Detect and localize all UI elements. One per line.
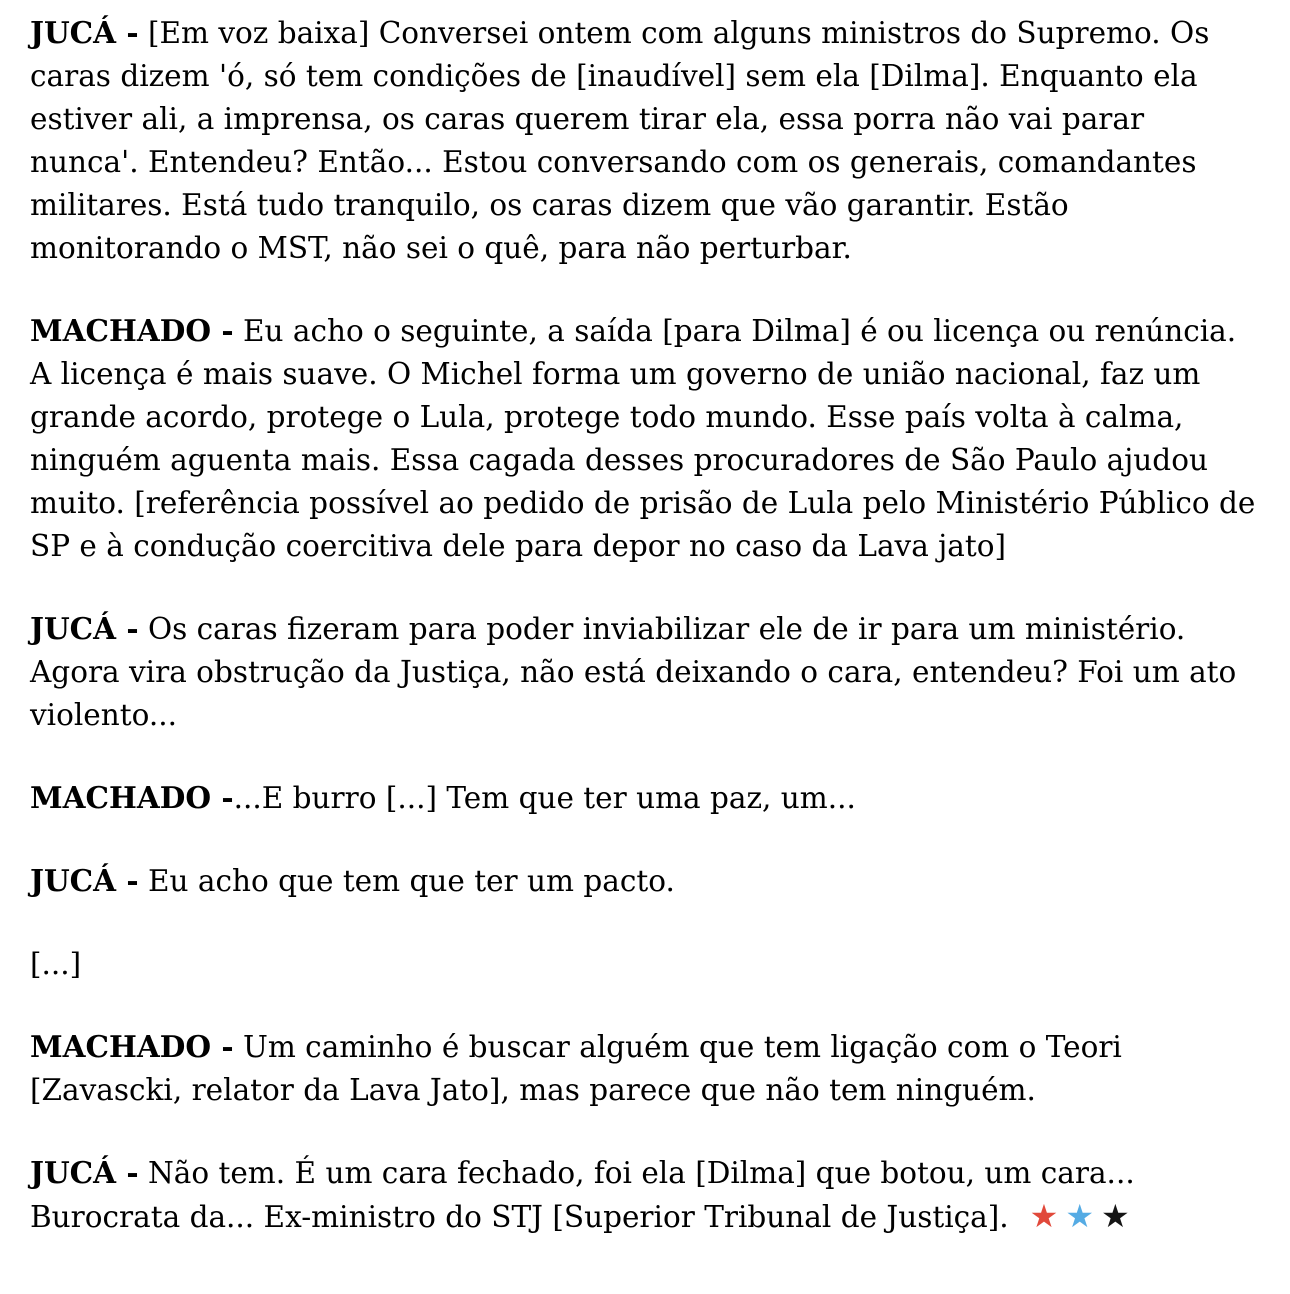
speaker-label: JUCÁ -	[30, 611, 139, 646]
speaker-label: MACHADO -	[30, 1029, 234, 1064]
speech-text: Não tem. É um cara fechado, foi ela [Dilma] que botou, um cara... Burocrata da... Ex-ministro do STJ [Superior Tribunal de Justiça].	[30, 1156, 1135, 1234]
speech-text: [...]	[30, 947, 82, 981]
rating-stars	[1023, 1197, 1130, 1235]
paragraph-machado-3	[30, 1025, 1262, 1112]
paragraph-machado-1	[30, 309, 1262, 568]
red-star-icon[interactable]: ★	[1029, 1197, 1059, 1235]
speech-text: ...E burro [...] Tem que ter uma paz, um...	[233, 781, 856, 815]
paragraph-juca-4	[30, 1151, 1262, 1239]
speech-text: Eu acho o seguinte, a saída [para Dilma] é ou licença ou renúncia. A licença é mais suave. O Michel forma um governo de união nacional, faz um grande acordo, protege o Lula, protege todo mundo. Esse país volta à calma, ninguém aguenta mais. Essa cagada desses procuradores de São Paulo ajudou muito. [referência possível ao pedido de prisão de Lula pelo Ministério Público de SP e à condução coercitiva dele para depor no caso da Lava jato]	[30, 314, 1256, 563]
paragraph-juca-1	[30, 11, 1262, 270]
paragraph-ellipsis	[30, 942, 1262, 986]
speaker-label: MACHADO -	[30, 780, 234, 815]
black-star-icon[interactable]: ★	[1101, 1197, 1130, 1235]
speech-text: Eu acho que tem que ter um pacto.	[138, 864, 675, 898]
paragraph-juca-3	[30, 859, 1262, 903]
speech-text: Os caras fizeram para poder inviabilizar ele de ir para um ministério. Agora vira obstrução da Justiça, não está deixando o cara, entendeu? Foi um ato violento...	[30, 612, 1237, 732]
speaker-label: MACHADO -	[30, 313, 234, 348]
speech-text: [Em voz baixa] Conversei ontem com alguns ministros do Supremo. Os caras dizem 'ó, só tem condições de [inaudível] sem ela [Dilma]. Enquanto ela estiver ali, a imprensa, os caras querem tirar ela, essa porra não vai parar nunca'. Entendeu? Então... Estou conversando com os generais, comandantes militares. Está tudo tranquilo, os caras dizem que vão garantir. Estão monitorando o MST, não sei o quê, para não perturbar.	[30, 16, 1210, 265]
speaker-label: JUCÁ -	[30, 15, 139, 50]
paragraph-machado-2	[30, 776, 1262, 820]
speaker-label: JUCÁ -	[30, 1155, 139, 1190]
speaker-label: JUCÁ -	[30, 863, 139, 898]
blue-star-icon[interactable]: ★	[1065, 1197, 1095, 1235]
paragraph-juca-2	[30, 607, 1262, 737]
speech-text: Um caminho é buscar alguém que tem ligação com o Teori [Zavascki, relator da Lava Jato], mas parece que não tem ninguém.	[30, 1030, 1122, 1107]
